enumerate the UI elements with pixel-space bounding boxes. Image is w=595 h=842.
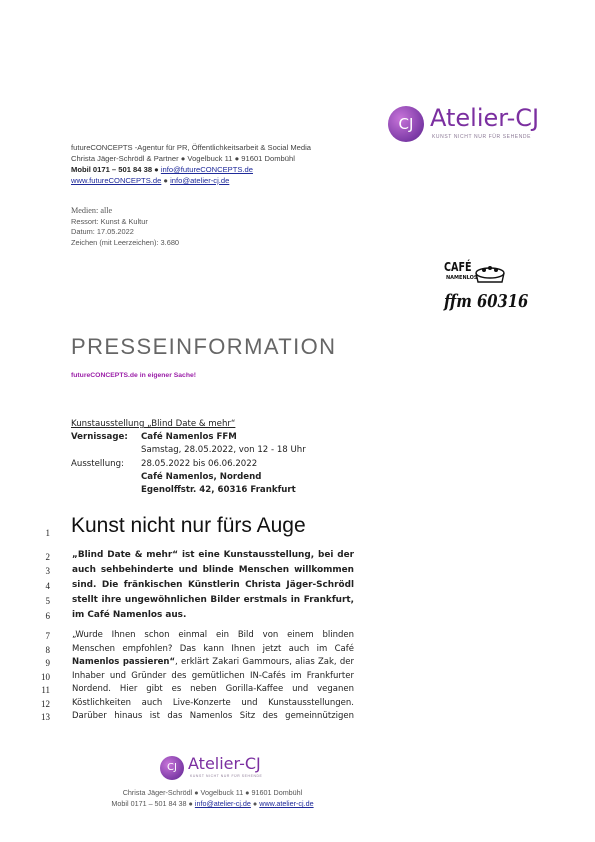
body-line: Nordend. Hier gibt es neben Gorilla-Kaffee und veganen <box>72 684 354 694</box>
separator: ● <box>161 176 171 185</box>
sender-web-link[interactable]: www.futureCONCEPTS.de <box>71 176 162 185</box>
footer-web-link[interactable]: www.atelier-cj.de <box>259 799 314 808</box>
body-line: „Wurde Ihnen schon einmal ein Bild von einem blinden <box>72 630 354 640</box>
footer-logo-word: Atelier-CJ <box>188 754 261 773</box>
line-number: 6 <box>45 611 50 621</box>
lead-line: auch sehbehinderte und blinde Menschen willkommen <box>72 565 354 575</box>
ausstellung-place: Café Namenlos, Nordend <box>141 472 262 482</box>
line-number: 10 <box>41 672 50 682</box>
body-line: Darüber hinaus ist das Namenlos Sitz des gemeinnützigen <box>72 711 354 721</box>
footer-email-link[interactable]: info@atelier-cj.de <box>194 799 251 808</box>
footer-logo-tagline: KUNST NICHT NUR FÜR SEHENDE <box>190 774 263 778</box>
cafe-logo-bottom: ffm 60316 <box>444 291 529 312</box>
line-number: 13 <box>41 712 50 722</box>
ausstellung-dates: 28.05.2022 bis 06.06.2022 <box>141 459 258 469</box>
media-zeichen: Zeichen (mit Leerzeichen): 3.680 <box>71 238 180 247</box>
line-number: 7 <box>45 631 50 641</box>
page-title: PRESSEINFORMATION <box>71 334 337 359</box>
sender-agency: futureCONCEPTS -Agentur für PR, Öffentlichkeitsarbeit & Social Media <box>71 143 312 152</box>
body-quote-end: Namenlos passieren“ <box>72 657 176 667</box>
body-line: Köstlichkeiten auch Live-Konzerte und Kunstausstellungen. <box>72 698 354 708</box>
line-number: 4 <box>45 581 50 591</box>
line-number: 8 <box>45 645 50 655</box>
line-number: 3 <box>45 566 50 576</box>
footer-address: Christa Jäger-Schrödl ● Vogelbuck 11 ● 91601 Dombühl <box>122 788 303 797</box>
line-number: 1 <box>45 528 50 538</box>
sender-email-link[interactable]: info@futureCONCEPTS.de <box>160 165 253 174</box>
logo-mark: CJ <box>388 106 424 142</box>
lead-line: im Café Namenlos aus. <box>72 610 187 620</box>
page-subtitle: futureCONCEPTS.de in eigener Sache! <box>71 372 197 379</box>
body-line <box>72 657 354 667</box>
sender-contact <box>71 165 253 174</box>
body-line: Menschen empfohlen? Das kann Ihnen jetzt auch im Café <box>72 644 354 654</box>
lead-line: sind. Die fränkischen Künstlerin Christa Jäger-Schrödl <box>72 580 354 590</box>
event-title: Kunstausstellung „Blind Date & mehr“ <box>71 419 236 429</box>
media-datum: Datum: 17.05.2022 <box>71 227 134 236</box>
separator: ● <box>250 799 260 808</box>
logo-word: Atelier-CJ <box>430 104 540 132</box>
sender-address: Christa Jäger-Schrödl & Partner ● Vogelbuck 11 ● 91601 Dombühl <box>71 154 295 163</box>
lead-line: stellt ihre ungewöhnlichen Bilder erstmals in Frankfurt, <box>72 595 354 605</box>
sender-web <box>71 176 229 185</box>
line-number: 12 <box>41 699 50 709</box>
footer-logo-mark: CJ <box>160 756 184 780</box>
lead-line: „Blind Date & mehr“ ist eine Kunstausstellung, bei der <box>72 550 354 560</box>
media-medien: Medien: alle <box>71 206 113 215</box>
cafe-logo-middle: NAMENLOS <box>446 275 478 281</box>
ausstellung-label: Ausstellung: <box>71 459 124 469</box>
cafe-logo-top: CAFÉ <box>444 260 472 274</box>
ausstellung-address: Egenolffstr. 42, 60316 Frankfurt <box>141 485 296 495</box>
sender-mobile: Mobil 0171 – 501 84 38 ● <box>71 165 161 174</box>
atelier-cj-logo <box>388 104 558 144</box>
sender-atelier-email-link[interactable]: info@atelier-cj.de <box>170 176 230 185</box>
body-line: Inhaber und Gründer des gemütlichen IN-Cafés im Frankfurter <box>72 671 354 681</box>
line-number: 11 <box>41 685 50 695</box>
footer-mobile: Mobil 0171 – 501 84 38 ● <box>111 799 195 808</box>
article-headline: Kunst nicht nur fürs Auge <box>71 514 306 537</box>
body-quote-attribution: , erklärt Zakari Gammours, alias Zak, der <box>175 657 354 667</box>
media-ressort: Ressort: Kunst & Kultur <box>71 217 148 226</box>
footer-logo <box>160 754 268 784</box>
logo-tagline: KUNST NICHT NUR FÜR SEHENDE <box>432 134 532 140</box>
line-number: 9 <box>45 658 50 668</box>
vernissage-time: Samstag, 28.05.2022, von 12 - 18 Uhr <box>141 445 306 455</box>
cafe-namenlos-logo <box>442 258 529 326</box>
footer-contact <box>0 799 425 808</box>
line-number: 2 <box>45 552 50 562</box>
vernissage-label: Vernissage: <box>71 432 128 442</box>
line-number: 5 <box>45 596 50 606</box>
vernissage-place: Café Namenlos FFM <box>141 432 237 442</box>
